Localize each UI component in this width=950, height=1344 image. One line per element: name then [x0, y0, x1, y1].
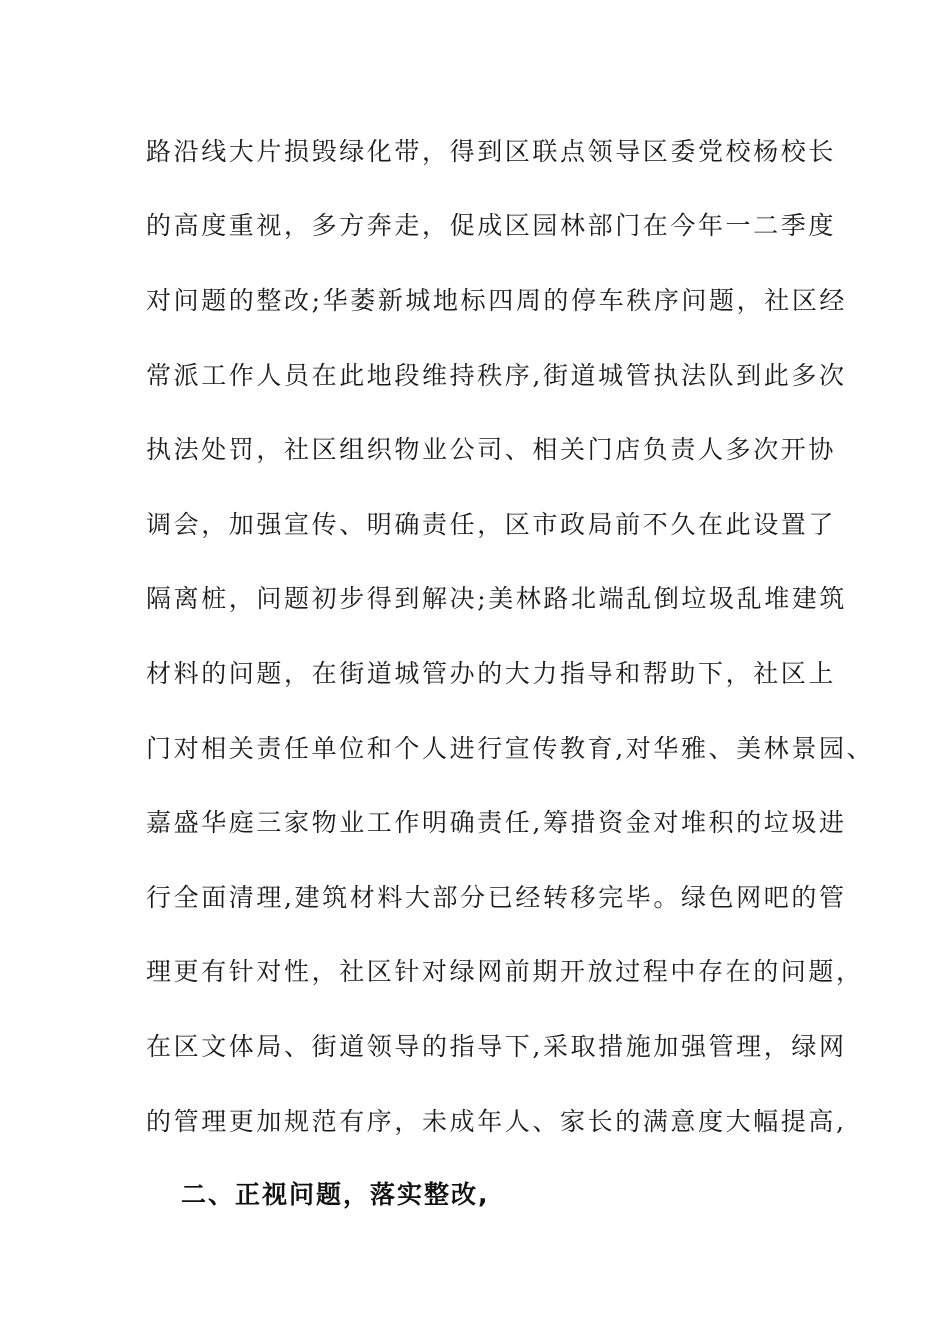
paragraph-line: 调会，加强宣传、明确责任，区市政局前不久在此设置了: [146, 510, 837, 539]
paragraph-line: 常派工作人员在此地段维持秩序,街道城管执法队到此多次: [146, 361, 847, 390]
paragraph-line: 行全面清理,建筑材料大部分已经转移完毕。绿色网吧的管: [146, 883, 847, 912]
section-heading: 二、正视问题，落实整改,: [181, 1180, 490, 1209]
paragraph-line: 嘉盛华庭三家物业工作明确责任,筹措资金对堆积的垃圾进: [146, 808, 847, 837]
paragraph-line: 在区文体局、街道领导的指导下,采取措施加强管理，绿网: [146, 1032, 847, 1061]
paragraph-line: 执法处罚，社区组织物业公司、相关门店负责人多次开协: [146, 435, 837, 464]
paragraph-line: 的高度重视，多方奔走，促成区园林部门在今年一二季度: [146, 211, 837, 240]
paragraph-line: 理更有针对性，社区针对绿网前期开放过程中存在的问题，: [146, 957, 864, 986]
paragraph-line: 对问题的整改;华萎新城地标四周的停车秩序问题，社区经: [146, 286, 848, 315]
paragraph-line: 路沿线大片损毁绿化带，得到区联点领导区委党校杨校长: [146, 137, 837, 166]
paragraph-line: 材料的问题，在街道城管办的大力指导和帮助下，社区上: [146, 659, 837, 688]
paragraph-line: 隔离桩，问题初步得到解决;美林路北端乱倒垃圾乱堆建筑: [146, 584, 848, 613]
paragraph-line: 的管理更加规范有序，未成年人、家长的满意度大幅提高,: [146, 1107, 847, 1136]
paragraph-line: 门对相关责任单位和个人进行宣传教育,对华雅、美林景园、: [146, 734, 875, 763]
